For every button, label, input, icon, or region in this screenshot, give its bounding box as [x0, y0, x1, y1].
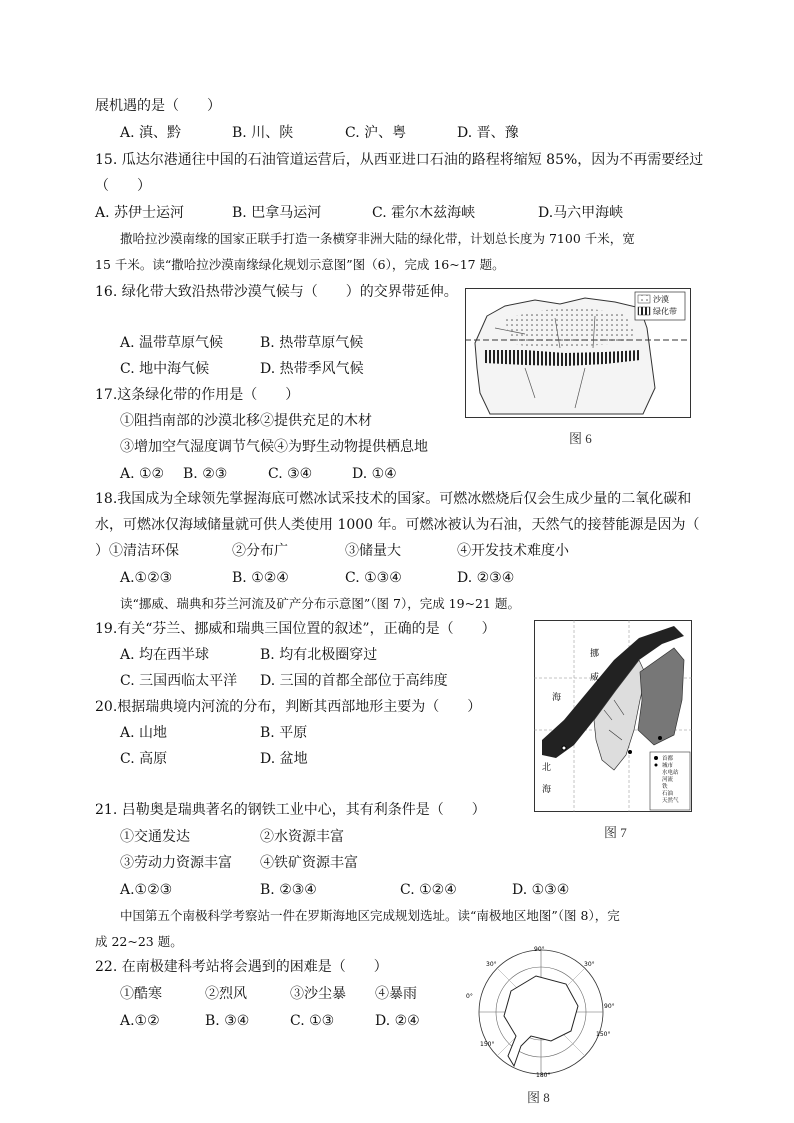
q15-option-d: D.马六甲海峡: [538, 205, 624, 221]
q17-choices-2: ③增加空气湿度调节气候④为野生动物提供栖息地: [120, 439, 428, 455]
q19-option-a: A. 均在西半球: [120, 647, 210, 663]
q22-choice-1: ①酷寒: [120, 986, 162, 1002]
legend-hydropower: 水电站: [662, 770, 679, 776]
q16-option-a: A. 温带草原气候: [120, 335, 224, 351]
q22-stem: 22. 在南极建科考站将会遇到的困难是（ ）: [95, 959, 388, 975]
label-norway-2: 威: [590, 673, 600, 683]
fig8-intro-2: 成 22~23 题。: [95, 934, 183, 949]
q20-option-d: D. 盆地: [260, 751, 308, 767]
lon-label-1: 0°: [466, 993, 473, 1000]
q19-option-c: C. 三国西临太平洋: [120, 673, 238, 689]
label-sea-1: 海: [552, 693, 562, 703]
fig6-intro-1: 撒哈拉沙漠南缘的国家正联手打造一条横穿非洲大陆的绿化带，计划总长度为 7100 千米，宽: [120, 231, 635, 246]
figure-7-legend: [650, 752, 690, 810]
figure-7-caption: 图 7: [604, 825, 627, 840]
q18-stem-1: 18.我国成为全球领先掌握海底可燃冰试采技术的国家。可燃冰燃烧后仅会生成少量的二氧化碳和: [95, 491, 692, 507]
q20-stem: 20.根据瑞典境内河流的分布，判断其西部地形主要为（ ）: [95, 699, 482, 715]
q15-option-c: C. 霍尔木兹海峡: [372, 205, 476, 221]
label-norway-1: 挪: [590, 649, 600, 659]
q19-option-d: D. 三国的首都全部位于高纬度: [260, 673, 448, 689]
lon-label-7: 30°: [584, 961, 595, 968]
q21-option-a: A.①②③: [120, 882, 173, 898]
q22-option-b: B. ③④: [205, 1013, 250, 1029]
q21-choice-1: ①交通发达: [120, 829, 190, 845]
q22-option-d: D. ②④: [375, 1013, 420, 1029]
q15-option-a: A. 苏伊士运河: [95, 205, 185, 221]
q22-option-c: C. ①③: [290, 1013, 335, 1029]
q17-stem: 17.这条绿化带的作用是（ ）: [95, 387, 300, 403]
q16-option-b: B. 热带草原气候: [260, 335, 364, 351]
q18-choice-1: ）①清洁环保: [95, 543, 179, 559]
q19-option-b: B. 均有北极圈穿过: [260, 647, 378, 663]
fig7-intro: 读“挪威、瑞典和芬兰河流及矿产分布示意图”（图 7），完成 19~21 题。: [120, 596, 520, 611]
q17-option-d: D. ①④: [352, 466, 397, 482]
q18-choice-4: ④开发技术难度小: [457, 543, 569, 559]
q21-choice-4: ④铁矿资源丰富: [260, 855, 358, 871]
legend-city: 城市: [662, 763, 674, 769]
q14-option-b: B. 川、陕: [232, 125, 294, 141]
q20-option-a: A. 山地: [120, 725, 168, 741]
fig6-intro-2: 15 千米。读“撒哈拉沙漠南缘绿化规划示意图”图（6），完成 16~17 题。: [95, 257, 505, 272]
label-sea-3: 海: [542, 785, 552, 795]
legend-iron: 铁: [662, 784, 668, 790]
q18-choice-2: ②分布广: [232, 543, 288, 559]
q16-stem: 16. 绿化带大致沿热带沙漠气候与（ ）的交界带延伸。: [95, 284, 458, 300]
fig8-intro-1: 中国第五个南极科学考察站一件在罗斯海地区完成规划选址。读“南极地区地图”（图 8），完: [120, 908, 620, 923]
q14-option-d: D. 晋、豫: [457, 125, 519, 141]
lon-label-2: 90°: [604, 1003, 615, 1010]
q22-option-a: A.①②: [120, 1013, 160, 1029]
label-sea-2: 北: [542, 763, 552, 773]
legend-river: 河流: [662, 777, 674, 783]
lon-label-5: 150°: [480, 1041, 495, 1048]
q18-option-d: D. ②③④: [457, 570, 515, 586]
figure-6-legend: [635, 292, 685, 320]
q15-option-b: B. 巴拿马运河: [232, 205, 322, 221]
legend-desert: 沙漠: [653, 295, 669, 304]
q21-option-b: B. ②③④: [260, 882, 317, 898]
legend-oil: 石油: [662, 791, 674, 797]
figure-6-caption: 图 6: [569, 431, 592, 446]
lon-label-0: 90°: [534, 946, 545, 953]
q14-option-c: C. 沪、粤: [345, 125, 407, 141]
q20-option-b: B. 平原: [260, 725, 308, 741]
q14-stem-cont: 展机遇的是（ ）: [95, 98, 221, 114]
q17-option-c: C. ③④: [268, 466, 313, 482]
q17-choices-1: ①阻挡南部的沙漠北移②提供充足的木材: [120, 413, 372, 429]
legend-greenbelt: 绿化带: [653, 307, 677, 316]
figure-8-map: [466, 946, 616, 1078]
q15-paren: （ ）: [95, 178, 151, 194]
legend-capital: 首都: [662, 756, 674, 762]
lon-label-3: 180°: [536, 1072, 551, 1078]
q22-choice-3: ③沙尘暴: [290, 986, 346, 1002]
q18-stem-2: 水，可燃冰仅海域储量就可供人类使用 1000 年。可燃冰被认为石油，天然气的接替能源是因为（: [95, 517, 700, 533]
q18-option-a: A.①②③: [120, 570, 173, 586]
q21-option-d: D. ①③④: [512, 882, 570, 898]
figure-6-map: [465, 288, 691, 418]
figure-7-map: [534, 620, 692, 812]
q16-option-c: C. 地中海气候: [120, 361, 210, 377]
legend-gas: 天然气: [662, 798, 679, 804]
lon-label-6: 30°: [486, 961, 497, 968]
q18-choice-3: ③储量大: [345, 543, 401, 559]
q19-stem: 19.有关“芬兰、挪威和瑞典三国位置的叙述”，正确的是（ ）: [95, 621, 496, 637]
q21-choice-2: ②水资源丰富: [260, 829, 344, 845]
q14-option-a: A. 滇、黔: [120, 125, 182, 141]
q17-option-a: A. ①②: [120, 466, 165, 482]
q22-choice-4: ④暴雨: [375, 986, 417, 1002]
q20-option-c: C. 高原: [120, 751, 168, 767]
q22-choice-2: ②烈风: [205, 986, 247, 1002]
q21-stem: 21. 吕勒奥是瑞典著名的钢铁工业中心，其有利条件是（ ）: [95, 802, 486, 818]
lon-label-4: 150°: [596, 1031, 611, 1038]
q17-option-b: B. ②③: [183, 466, 228, 482]
q21-choice-3: ③劳动力资源丰富: [120, 855, 232, 871]
figure-8-caption: 图 8: [527, 1090, 550, 1105]
q16-option-d: D. 热带季风气候: [260, 361, 364, 377]
q15-stem: 15. 瓜达尔港通往中国的石油管道运营后，从西亚进口石油的路程将缩短 85%，因为不再需要经过: [95, 152, 704, 168]
q18-option-c: C. ①③④: [345, 570, 402, 586]
q18-option-b: B. ①②④: [232, 570, 289, 586]
q21-option-c: C. ①②④: [400, 882, 457, 898]
